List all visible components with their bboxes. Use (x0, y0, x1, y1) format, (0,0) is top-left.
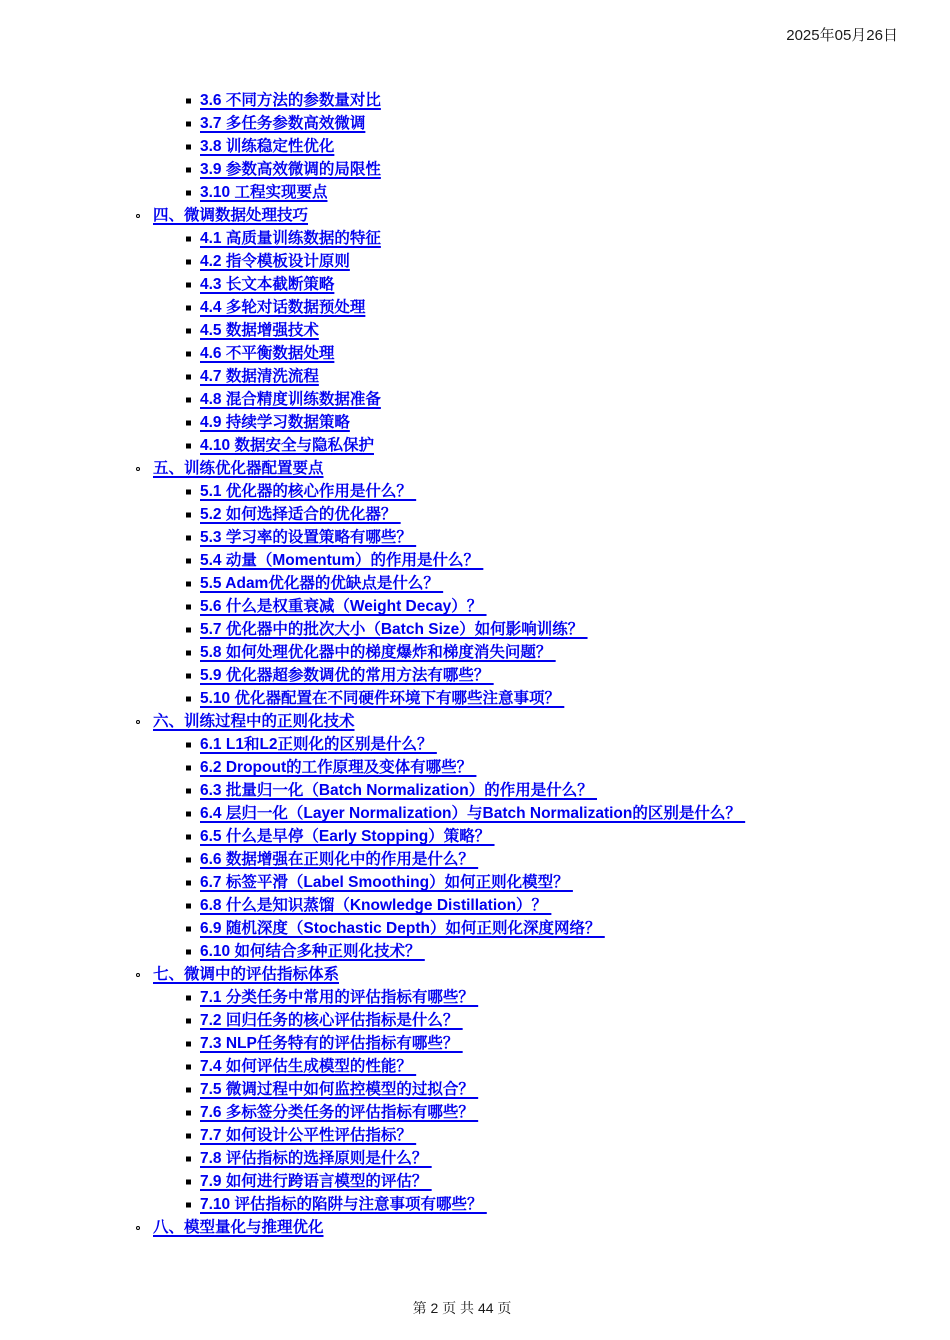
square-bullet-icon (186, 604, 191, 609)
toc-link[interactable]: 4.2 指令模板设计原则 (200, 253, 350, 270)
toc-link[interactable]: 4.1 高质量训练数据的特征 (200, 230, 381, 247)
toc-link[interactable]: 7.9 如何进行跨语言模型的评估？ (200, 1173, 432, 1190)
toc-item-row (0, 1170, 950, 1193)
square-bullet-icon (186, 1018, 191, 1023)
square-bullet-icon (186, 558, 191, 563)
square-bullet-icon (186, 397, 191, 402)
toc-item-row (0, 595, 950, 618)
square-bullet-icon (186, 1041, 191, 1046)
square-bullet-icon (186, 581, 191, 586)
square-bullet-icon (186, 167, 191, 172)
square-bullet-icon (186, 857, 191, 862)
toc-link[interactable]: 3.8 训练稳定性优化 (200, 138, 335, 155)
toc-link[interactable]: 5.4 动量（Momentum）的作用是什么？ (200, 552, 484, 569)
square-bullet-icon (186, 259, 191, 264)
toc-link[interactable]: 6.8 什么是知识蒸馏（Knowledge Distillation）？ (200, 897, 552, 914)
toc-item-row (0, 940, 950, 963)
toc-link[interactable]: 6.4 层归一化（Layer Normalization）与Batch Normalization的区别是什么？ (200, 805, 746, 822)
toc-link[interactable]: 八、模型量化与推理优化 (153, 1219, 324, 1236)
toc-item-row (0, 1124, 950, 1147)
table-of-contents (0, 89, 950, 1239)
square-bullet-icon (186, 1110, 191, 1115)
toc-item-row (0, 181, 950, 204)
toc-link[interactable]: 4.10 数据安全与隐私保护 (200, 437, 374, 454)
toc-link[interactable]: 5.9 优化器超参数调优的常用方法有哪些？ (200, 667, 494, 684)
square-bullet-icon (186, 512, 191, 517)
toc-item-row (0, 1078, 950, 1101)
square-bullet-icon (186, 121, 191, 126)
square-bullet-icon (186, 765, 191, 770)
toc-link[interactable]: 7.5 微调过程中如何监控模型的过拟合？ (200, 1081, 479, 1098)
toc-item-row (0, 687, 950, 710)
square-bullet-icon (186, 190, 191, 195)
toc-link[interactable]: 7.7 如何设计公平性评估指标？ (200, 1127, 417, 1144)
toc-item-row (0, 1055, 950, 1078)
toc-link[interactable]: 4.6 不平衡数据处理 (200, 345, 335, 362)
toc-link[interactable]: 5.3 学习率的设置策略有哪些？ (200, 529, 417, 546)
toc-item-row (0, 342, 950, 365)
toc-item-row (0, 917, 950, 940)
square-bullet-icon (186, 627, 191, 632)
toc-link[interactable]: 7.6 多标签分类任务的评估指标有哪些？ (200, 1104, 479, 1121)
toc-item-row (0, 388, 950, 411)
square-bullet-icon (186, 880, 191, 885)
toc-item-row (0, 158, 950, 181)
toc-section-row (0, 710, 950, 733)
toc-link[interactable]: 5.10 优化器配置在不同硬件环境下有哪些注意事项？ (200, 690, 565, 707)
toc-link[interactable]: 七、微调中的评估指标体系 (153, 966, 340, 983)
toc-item-row (0, 1101, 950, 1124)
square-bullet-icon (186, 1179, 191, 1184)
circle-bullet-icon (136, 973, 140, 977)
toc-item-row (0, 112, 950, 135)
toc-item-row (0, 273, 950, 296)
square-bullet-icon (186, 236, 191, 241)
toc-link[interactable]: 四、微调数据处理技巧 (153, 207, 309, 224)
toc-item-row (0, 365, 950, 388)
square-bullet-icon (186, 489, 191, 494)
toc-item-row (0, 89, 950, 112)
circle-bullet-icon (136, 720, 140, 724)
toc-link[interactable]: 3.10 工程实现要点 (200, 184, 328, 201)
square-bullet-icon (186, 328, 191, 333)
toc-link[interactable]: 3.9 参数高效微调的局限性 (200, 161, 381, 178)
square-bullet-icon (186, 1087, 191, 1092)
toc-item-row (0, 779, 950, 802)
toc-item-row (0, 296, 950, 319)
toc-link[interactable]: 5.6 什么是权重衰减（Weight Decay）？ (200, 598, 487, 615)
toc-link[interactable]: 3.7 多任务参数高效微调 (200, 115, 366, 132)
toc-item-row (0, 733, 950, 756)
toc-item-row (0, 894, 950, 917)
square-bullet-icon (186, 926, 191, 931)
toc-section-row (0, 204, 950, 227)
toc-item-row (0, 802, 950, 825)
toc-link[interactable]: 6.3 批量归一化（Batch Normalization）的作用是什么？ (200, 782, 598, 799)
toc-link[interactable]: 6.6 数据增强在正则化中的作用是什么？ (200, 851, 479, 868)
square-bullet-icon (186, 811, 191, 816)
toc-item-row (0, 503, 950, 526)
toc-item-row (0, 664, 950, 687)
square-bullet-icon (186, 351, 191, 356)
toc-item-row (0, 1193, 950, 1216)
square-bullet-icon (186, 1202, 191, 1207)
square-bullet-icon (186, 696, 191, 701)
toc-link[interactable]: 4.5 数据增强技术 (200, 322, 319, 339)
toc-link[interactable]: 6.5 什么是早停（Early Stopping）策略？ (200, 828, 495, 845)
toc-item-row (0, 572, 950, 595)
circle-bullet-icon (136, 467, 140, 471)
toc-item-row (0, 986, 950, 1009)
square-bullet-icon (186, 374, 191, 379)
toc-item-row (0, 227, 950, 250)
square-bullet-icon (186, 1156, 191, 1161)
toc-link[interactable]: 4.4 多轮对话数据预处理 (200, 299, 366, 316)
toc-item-row (0, 1147, 950, 1170)
toc-section-row (0, 1216, 950, 1239)
toc-link[interactable]: 7.8 评估指标的选择原则是什么？ (200, 1150, 432, 1167)
toc-section-row (0, 963, 950, 986)
square-bullet-icon (186, 98, 191, 103)
square-bullet-icon (186, 650, 191, 655)
document-date: 2025年05月26日 (786, 27, 898, 44)
toc-link[interactable]: 4.7 数据清洗流程 (200, 368, 319, 385)
square-bullet-icon (186, 282, 191, 287)
toc-link[interactable]: 4.8 混合精度训练数据准备 (200, 391, 381, 408)
toc-item-row (0, 641, 950, 664)
toc-item-row (0, 618, 950, 641)
toc-link[interactable]: 5.2 如何选择适合的优化器？ (200, 506, 401, 523)
toc-item-row (0, 549, 950, 572)
square-bullet-icon (186, 535, 191, 540)
square-bullet-icon (186, 995, 191, 1000)
toc-link[interactable]: 5.7 优化器中的批次大小（Batch Size）如何影响训练？ (200, 621, 588, 638)
toc-item-row (0, 871, 950, 894)
toc-link[interactable]: 6.10 如何结合多种正则化技术？ (200, 943, 425, 960)
toc-link[interactable]: 五、训练优化器配置要点 (153, 460, 324, 477)
toc-link[interactable]: 6.9 随机深度（Stochastic Depth）如何正则化深度网络？ (200, 920, 605, 937)
toc-item-row (0, 1032, 950, 1055)
square-bullet-icon (186, 1133, 191, 1138)
toc-link[interactable]: 6.2 Dropout的工作原理及变体有哪些？ (200, 759, 477, 776)
toc-item-row (0, 434, 950, 457)
toc-link[interactable]: 5.5 Adam优化器的优缺点是什么？ (200, 575, 444, 592)
toc-item-row (0, 756, 950, 779)
toc-link[interactable]: 4.9 持续学习数据策略 (200, 414, 350, 431)
toc-item-row (0, 250, 950, 273)
circle-bullet-icon (136, 214, 140, 218)
square-bullet-icon (186, 673, 191, 678)
square-bullet-icon (186, 903, 191, 908)
toc-link[interactable]: 7.1 分类任务中常用的评估指标有哪些？ (200, 989, 479, 1006)
toc-item-row (0, 848, 950, 871)
toc-link[interactable]: 7.3 NLP任务特有的评估指标有哪些？ (200, 1035, 463, 1052)
toc-item-row (0, 319, 950, 342)
square-bullet-icon (186, 305, 191, 310)
toc-link[interactable]: 7.2 回归任务的核心评估指标是什么？ (200, 1012, 463, 1029)
toc-item-row (0, 135, 950, 158)
toc-item-row (0, 1009, 950, 1032)
square-bullet-icon (186, 788, 191, 793)
toc-link[interactable]: 六、训练过程中的正则化技术 (153, 713, 355, 730)
square-bullet-icon (186, 949, 191, 954)
page-number: 第 2 页 共 44 页 (412, 1300, 512, 1316)
toc-item-row (0, 411, 950, 434)
square-bullet-icon (186, 1064, 191, 1069)
circle-bullet-icon (136, 1226, 140, 1230)
toc-link[interactable]: 3.6 不同方法的参数量对比 (200, 92, 381, 109)
toc-link[interactable]: 5.8 如何处理优化器中的梯度爆炸和梯度消失问题？ (200, 644, 556, 661)
toc-link[interactable]: 4.3 长文本截断策略 (200, 276, 335, 293)
toc-item-row (0, 480, 950, 503)
square-bullet-icon (186, 742, 191, 747)
toc-link[interactable]: 5.1 优化器的核心作用是什么？ (200, 483, 417, 500)
toc-link[interactable]: 7.4 如何评估生成模型的性能？ (200, 1058, 417, 1075)
toc-link[interactable]: 6.1 L1和L2正则化的区别是什么？ (200, 736, 437, 753)
square-bullet-icon (186, 443, 191, 448)
toc-link[interactable]: 7.10 评估指标的陷阱与注意事项有哪些？ (200, 1196, 487, 1213)
toc-item-row (0, 526, 950, 549)
square-bullet-icon (186, 834, 191, 839)
square-bullet-icon (186, 144, 191, 149)
toc-link[interactable]: 6.7 标签平滑（Label Smoothing）如何正则化模型？ (200, 874, 573, 891)
toc-section-row (0, 457, 950, 480)
toc-item-row (0, 825, 950, 848)
square-bullet-icon (186, 420, 191, 425)
